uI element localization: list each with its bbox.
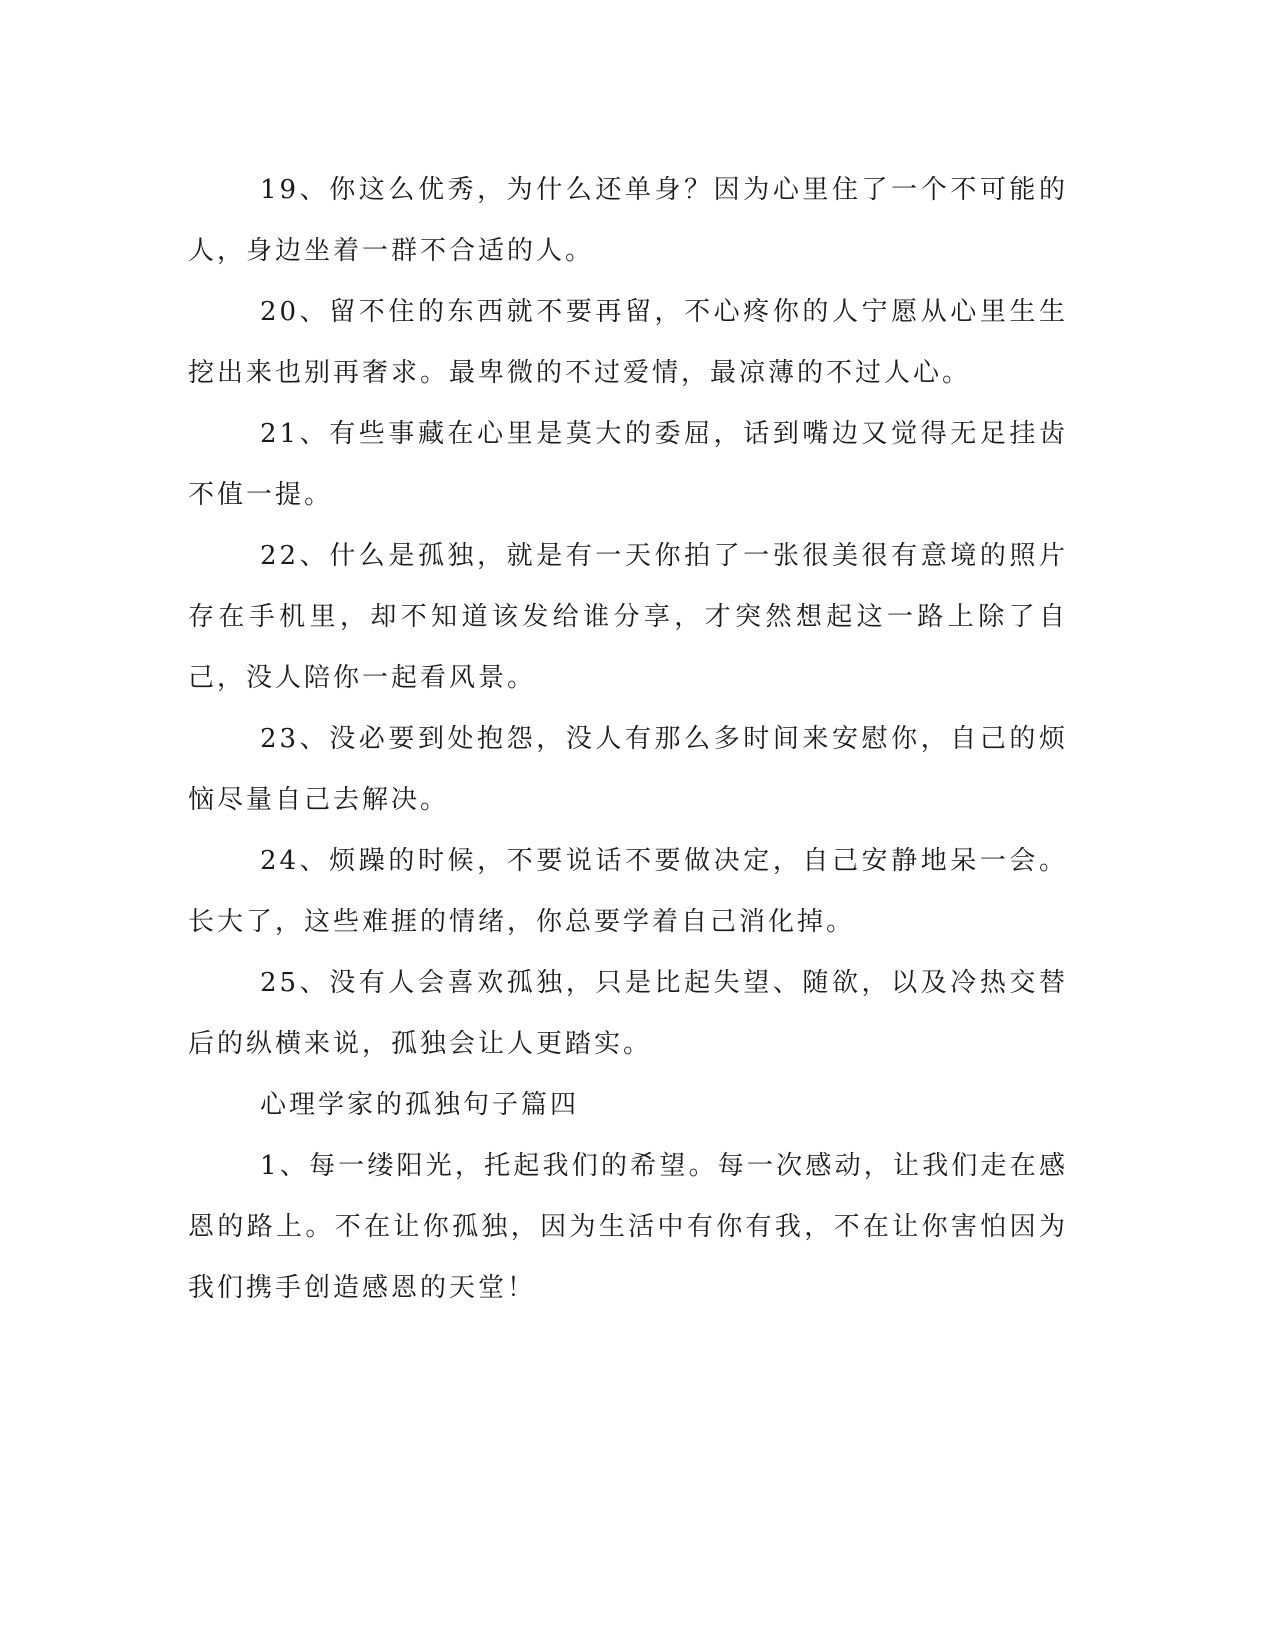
paragraph-22: 22、什么是孤独，就是有一天你拍了一张很美很有意境的照片存在手机里，却不知道该发给谁分享，才突然想起这一路上除了自己，没人陪你一起看风景。 — [188, 541, 1068, 693]
document-body — [188, 160, 1068, 1319]
section-heading: 心理学家的孤独句子篇四 — [260, 1090, 580, 1120]
paragraph-20: 20、留不住的东西就不要再留，不心疼你的人宁愿从心里生生挖出来也别再奢求。最卑微的不过爱情，最凉薄的不过人心。 — [188, 297, 1068, 388]
paragraph-19: 19、你这么优秀，为什么还单身？因为心里住了一个不可能的人，身边坐着一群不合适的人。 — [188, 175, 1068, 266]
section-paragraph-1: 1、每一缕阳光，托起我们的希望。每一次感动，让我们走在感恩的路上。不在让你孤独，因为生活中有你有我，不在让你害怕因为我们携手创造感恩的天堂！ — [188, 1151, 1068, 1303]
paragraph-24: 24、烦躁的时候，不要说话不要做决定，自己安静地呆一会。长大了，这些难捱的情绪，你总要学着自己消化掉。 — [188, 846, 1068, 937]
paragraph-25: 25、没有人会喜欢孤独，只是比起失望、随欲，以及冷热交替后的纵横来说，孤独会让人更踏实。 — [188, 968, 1068, 1059]
paragraph-23: 23、没必要到处抱怨，没人有那么多时间来安慰你，自己的烦恼尽量自己去解决。 — [188, 724, 1068, 815]
paragraph-21: 21、有些事藏在心里是莫大的委屈，话到嘴边又觉得无足挂齿不值一提。 — [188, 419, 1068, 510]
